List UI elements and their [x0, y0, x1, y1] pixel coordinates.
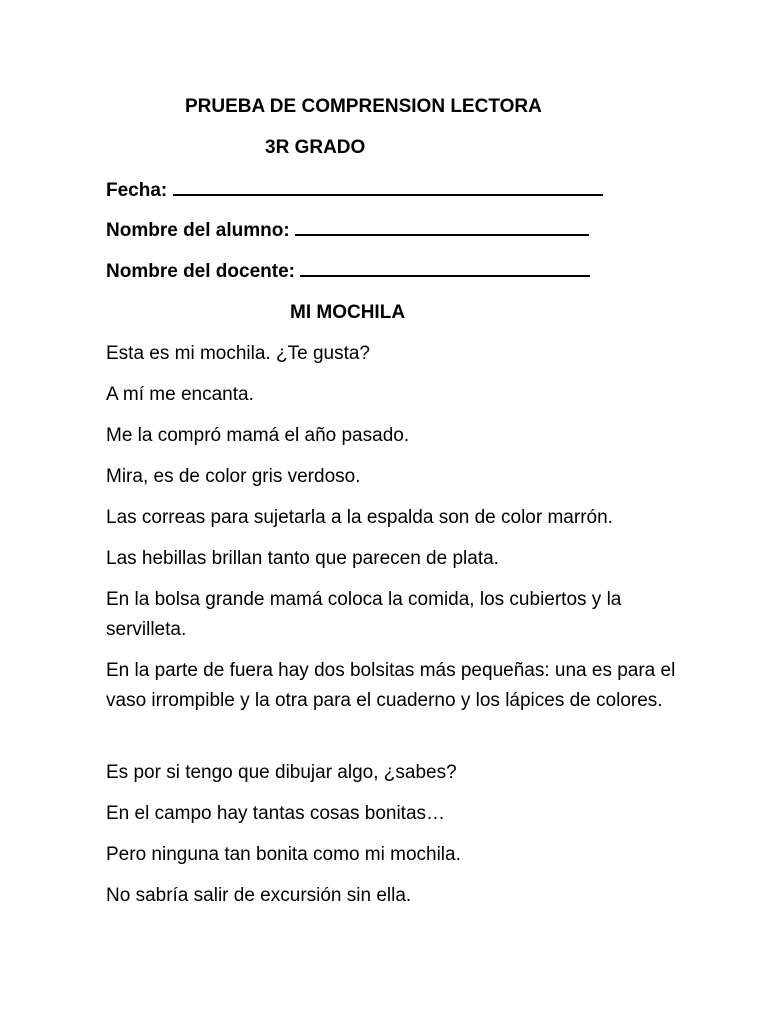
teacher-name-field: [106, 257, 590, 287]
grade-label: 3R GRADO: [265, 137, 366, 158]
student-name-blank-line: [295, 216, 589, 236]
date-label: Fecha:: [106, 180, 168, 201]
reading-line: Las hebillas brillan tanto que parecen de plata.: [106, 548, 499, 569]
reading-line: En la parte de fuera hay dos bolsitas más pequeñas: una es para el vaso irrompible y la otra para el cuaderno y los lápices de colores.: [106, 660, 676, 711]
reading-line: En el campo hay tantas cosas bonitas…: [106, 803, 446, 824]
reading-line: Las correas para sujetarla a la espalda son de color marrón.: [106, 507, 613, 528]
reading-line: En la bolsa grande mamá coloca la comida, los cubiertos y la servilleta.: [106, 589, 622, 640]
date-blank-line: [173, 176, 603, 196]
worksheet-title: PRUEBA DE COMPRENSION LECTORA: [185, 96, 542, 117]
reading-line: Mira, es de color gris verdoso.: [106, 466, 361, 487]
date-field: [106, 176, 603, 206]
reading-line: Esta es mi mochila. ¿Te gusta?: [106, 343, 370, 364]
reading-line: A mí me encanta.: [106, 384, 254, 405]
reading-line: Es por si tengo que dibujar algo, ¿sabes?: [106, 762, 457, 783]
teacher-name-label: Nombre del docente:: [106, 261, 295, 282]
reading-line: No sabría salir de excursión sin ella.: [106, 885, 412, 906]
student-name-field: [106, 216, 589, 246]
teacher-name-blank-line: [300, 257, 590, 277]
reading-title: MI MOCHILA: [290, 302, 406, 323]
reading-line: Me la compró mamá el año pasado.: [106, 425, 410, 446]
reading-line: Pero ninguna tan bonita como mi mochila.: [106, 844, 461, 865]
student-name-label: Nombre del alumno:: [106, 220, 290, 241]
